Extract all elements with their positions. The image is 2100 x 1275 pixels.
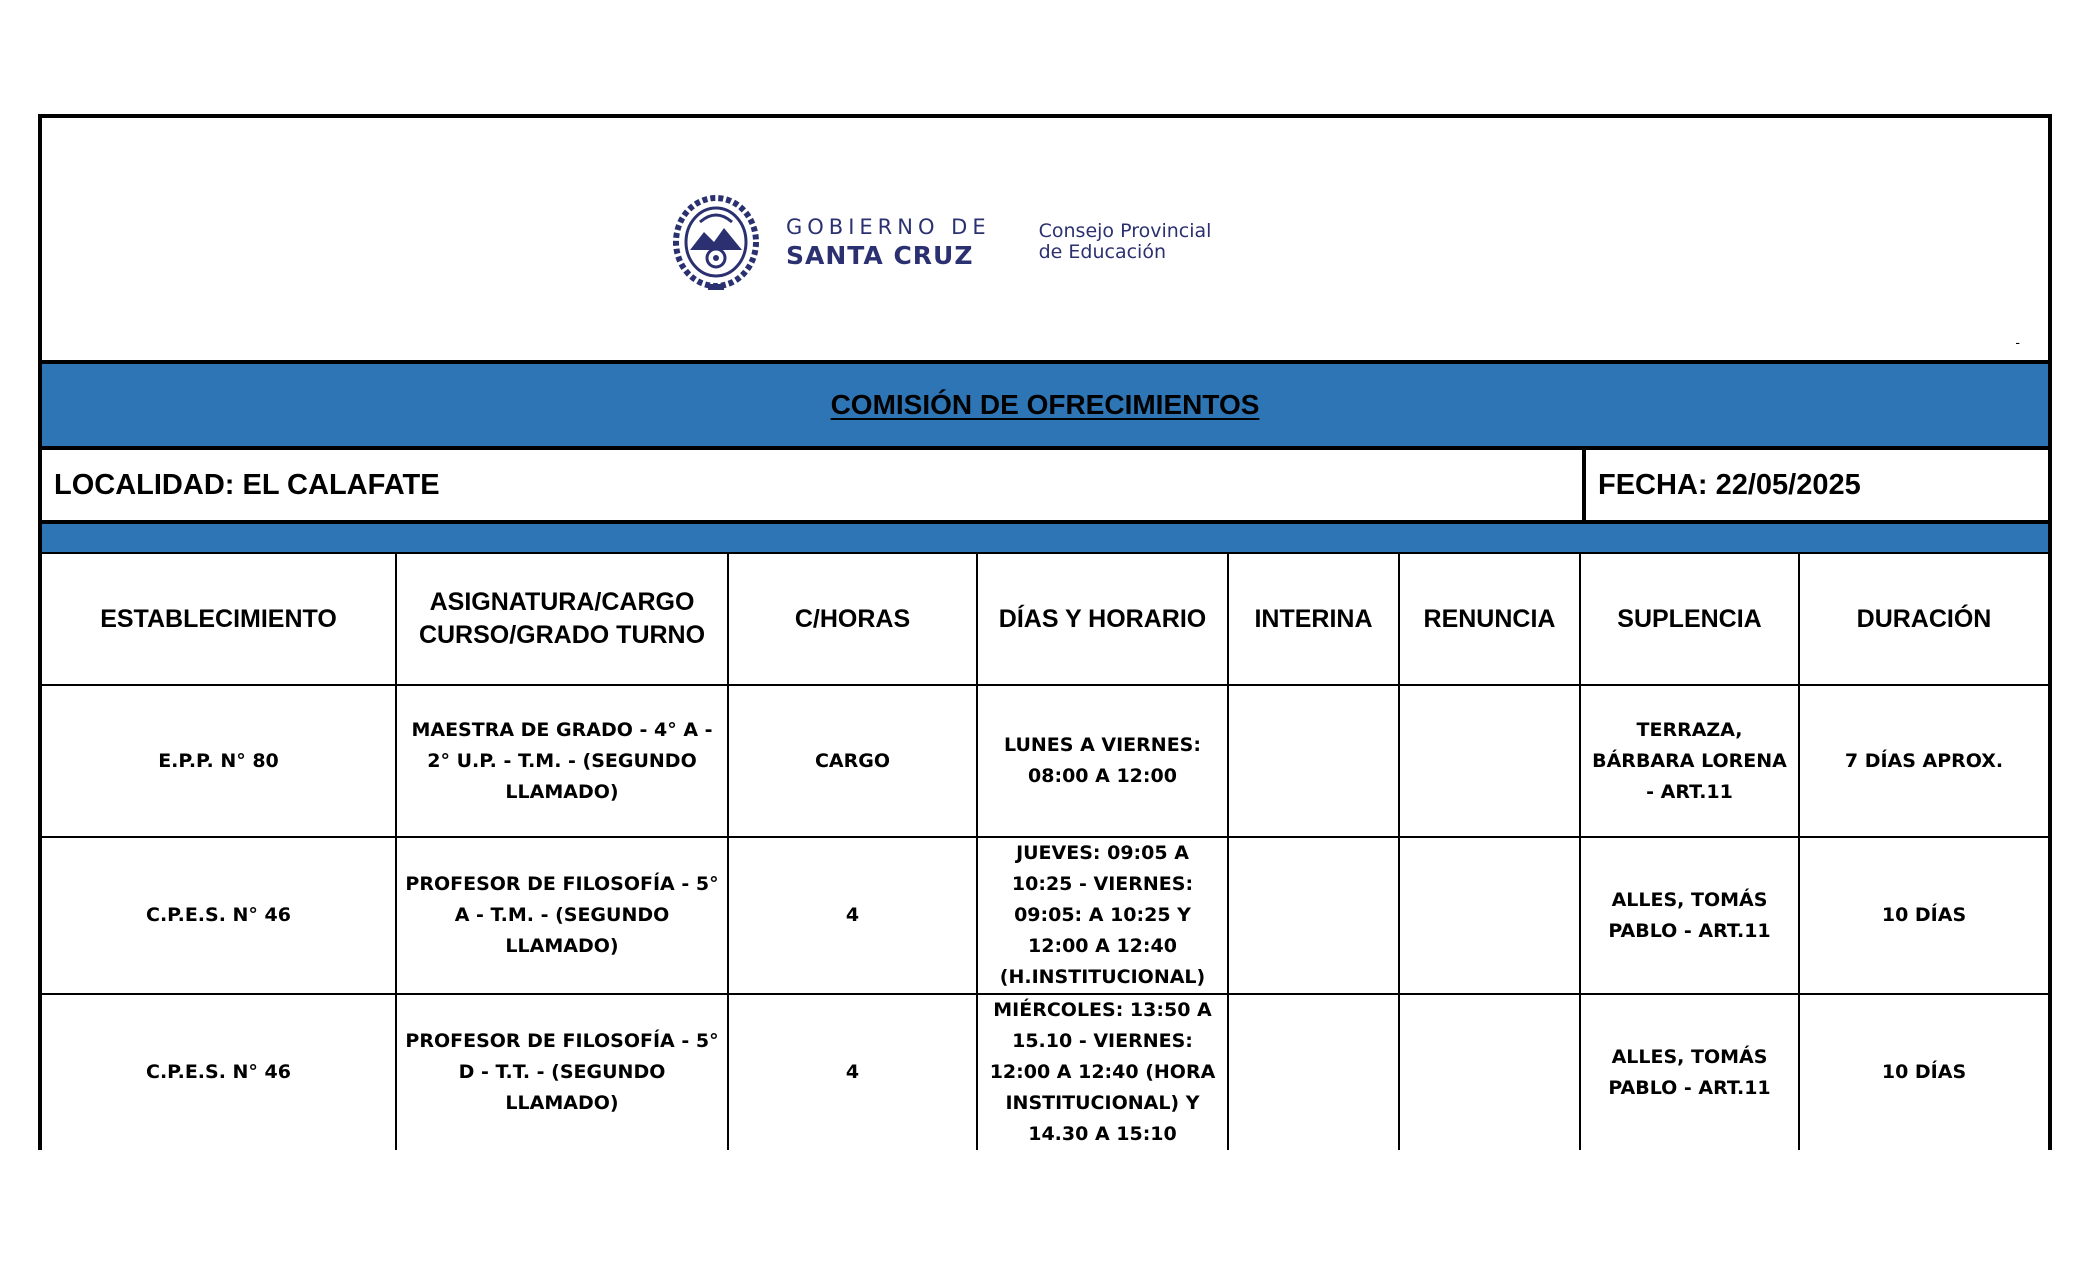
cell-asignatura: PROFESOR DE FILOSOFÍA - 5° A - T.M. - (SEGUNDO LLAMADO) [396, 837, 728, 994]
government-line1: GOBIERNO DE [786, 214, 991, 239]
title-band [42, 364, 2048, 450]
offers-table [42, 554, 2048, 1150]
document-title: COMISIÓN DE OFRECIMIENTOS [830, 389, 1260, 420]
cell-establecimiento: C.P.E.S. N° 46 [42, 994, 396, 1150]
cell-interina [1228, 994, 1399, 1150]
cell-horas: 4 [728, 994, 977, 1150]
cell-duracion: 7 DÍAS APROX. [1799, 685, 2048, 837]
document-sheet [38, 114, 2052, 1150]
locality-field: LOCALIDAD: EL CALAFATE [42, 450, 1586, 520]
government-wordmark [786, 214, 991, 270]
header-asignatura-line2: CURSO/GRADO TURNO [418, 621, 706, 649]
logo-band [42, 118, 2048, 364]
government-line2: SANTA CRUZ [786, 240, 974, 270]
province-seal-icon [670, 192, 762, 292]
cell-suplencia: ALLES, TOMÁS PABLO - ART.11 [1580, 994, 1799, 1150]
header-renuncia: RENUNCIA [1399, 554, 1580, 685]
cell-renuncia [1399, 994, 1580, 1150]
council-line1: Consejo Provincial [1038, 220, 1212, 242]
blue-divider-strip [42, 524, 2048, 554]
header-establecimiento: ESTABLECIMIENTO [42, 554, 396, 685]
cell-interina [1228, 837, 1399, 994]
table-row [42, 685, 2048, 837]
cell-suplencia: TERRAZA, BÁRBARA LORENA - ART.11 [1580, 685, 1799, 837]
cell-horas: 4 [728, 837, 977, 994]
cell-asignatura: PROFESOR DE FILOSOFÍA - 5° D - T.T. - (SEGUNDO LLAMADO) [396, 994, 728, 1150]
date-field: FECHA: 22/05/2025 [1598, 468, 1861, 501]
corner-mark: - [2015, 334, 2020, 350]
council-line2: de Educación [1038, 241, 1167, 263]
cell-dias: MIÉRCOLES: 13:50 A 15.10 - VIERNES: 12:00 A 12:40 (HORA INSTITUCIONAL) Y 14.30 A 15:10 [977, 994, 1228, 1150]
cell-interina [1228, 685, 1399, 837]
cell-renuncia [1399, 685, 1580, 837]
cell-asignatura: MAESTRA DE GRADO - 4° A - 2° U.P. - T.M. - (SEGUNDO LLAMADO) [396, 685, 728, 837]
cell-duracion: 10 DÍAS [1799, 837, 2048, 994]
header-dias: DÍAS Y HORARIO [977, 554, 1228, 685]
cell-dias: LUNES A VIERNES: 08:00 A 12:00 [977, 685, 1228, 837]
cell-establecimiento: E.P.P. N° 80 [42, 685, 396, 837]
header-duracion: DURACIÓN [1799, 554, 2048, 685]
cell-suplencia: ALLES, TOMÁS PABLO - ART.11 [1580, 837, 1799, 994]
header-interina: INTERINA [1228, 554, 1399, 685]
cell-renuncia [1399, 837, 1580, 994]
meta-row [42, 450, 2048, 524]
header-horas: C/HORAS [728, 554, 977, 685]
cell-horas: CARGO [728, 685, 977, 837]
table-row [42, 837, 2048, 994]
table-row [42, 994, 2048, 1150]
government-logo [670, 192, 1211, 292]
cell-duracion: 10 DÍAS [1799, 994, 2048, 1150]
header-suplencia: SUPLENCIA [1580, 554, 1799, 685]
council-wordmark [1039, 221, 1212, 263]
header-asignatura [396, 554, 728, 685]
cell-dias: JUEVES: 09:05 A 10:25 - VIERNES: 09:05: A 10:25 Y 12:00 A 12:40 (H.INSTITUCIONAL) [977, 837, 1228, 994]
header-asignatura-line1: ASIGNATURA/CARGO [429, 588, 695, 616]
table-header-row [42, 554, 2048, 685]
cell-establecimiento: C.P.E.S. N° 46 [42, 837, 396, 994]
